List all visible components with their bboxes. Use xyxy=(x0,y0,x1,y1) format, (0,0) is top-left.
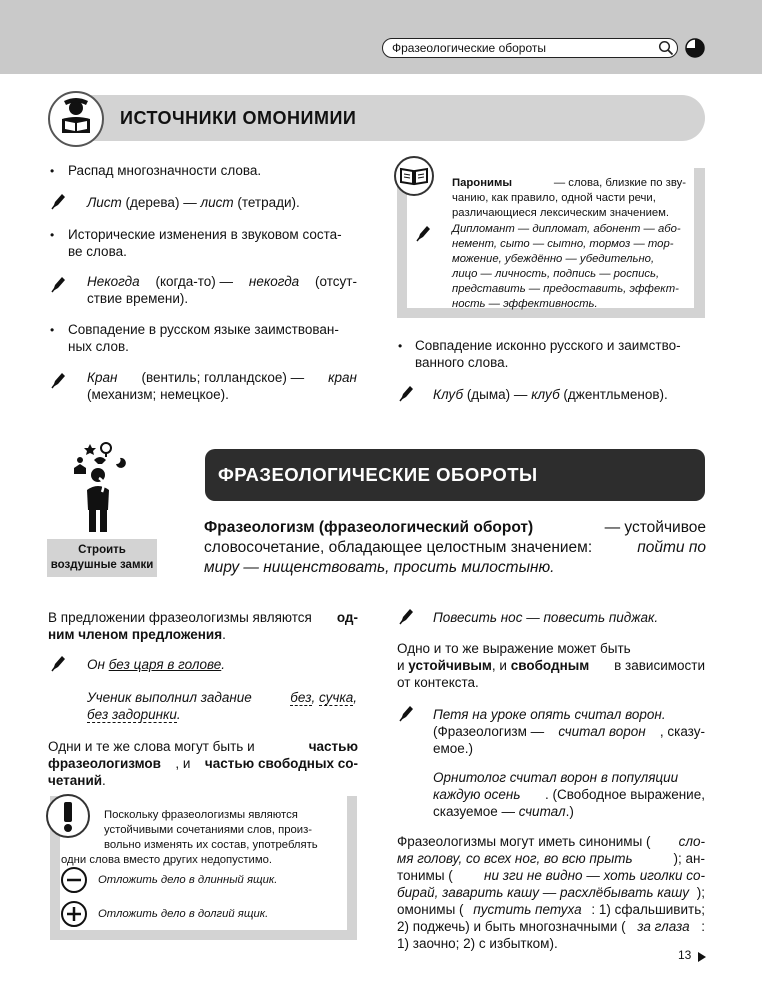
example: Клуб (дыма) — клуб (джентльменов). xyxy=(433,387,668,402)
pen-icon xyxy=(50,371,68,389)
pen-icon xyxy=(50,654,68,672)
book-icon xyxy=(394,156,434,196)
definition: Фразеологизм (фразеологический оборот) — устойчивое словосочетание, обладающее целостным значением: пойти по миру — нищенствовать, просить милостыню. xyxy=(204,519,706,576)
next-page-arrow-icon[interactable] xyxy=(698,950,706,965)
paragraph: Одни и те же слова могут быть и частью фразеологизмов , и частью свободных со- четаний. xyxy=(48,739,358,788)
caption: Строить воздушные замки xyxy=(50,544,154,571)
exclamation-icon xyxy=(46,794,90,838)
list-item: Исторические изменения в звуковом соста- ве слова. xyxy=(68,227,342,259)
bullet: • xyxy=(398,339,403,353)
pen-icon xyxy=(50,192,68,210)
reader-icon xyxy=(48,91,104,147)
pen-icon xyxy=(398,704,416,722)
example: Лист (дерева) — лист (тетради). xyxy=(87,195,300,210)
warning-text: Поскольку фразеологизмы являются устойчивыми сочетаниями слов, произ- вольно изменять их состав, употреблять xyxy=(104,809,318,851)
search-icon[interactable] xyxy=(658,40,674,59)
example: Он без царя в голове. xyxy=(87,657,226,672)
list-item: Распад многозначности слова. xyxy=(68,163,262,178)
bullet: • xyxy=(50,164,55,178)
search-text: Фразеологические обороты xyxy=(392,41,546,55)
pen-icon xyxy=(398,384,416,402)
minus-icon xyxy=(60,866,88,897)
section-title: ИСТОЧНИКИ ОМОНИМИИ xyxy=(120,108,357,128)
bullet: • xyxy=(50,228,55,242)
page-number: 13 xyxy=(678,948,692,962)
bullet: • xyxy=(50,323,55,337)
pie-chart-icon xyxy=(685,38,705,61)
paronyms-definition: Паронимы — слова, близкие по зву- чанию, как правило, одной части речи, различающиеся лексическим значением. xyxy=(452,177,686,219)
wrong-example: Отложить дело в длинный ящик. xyxy=(98,874,278,886)
pen-icon xyxy=(415,224,433,242)
example: Петя на уроке опять считал ворон. (Фразеологизм — считал ворон , сказу- емое.) xyxy=(433,707,705,756)
pen-icon xyxy=(398,607,416,625)
paragraph: В предложении фразеологизмы являются од- ним членом предложения. xyxy=(48,610,358,642)
list-item: Совпадение в русском языке заимствован- ных слов. xyxy=(68,322,339,354)
paragraph: Фразеологизмы могут иметь синонимы ( сло- мя голову, со всех ног, во всю прыть ); ан- тонимы ( ни зги не видно — хоть иголки со- бирай, заварить кашу — расхлёбывать кашу ); омонимы ( пустить петуха : 1) сфальшивить; 2) поджечь) и быть многозначными ( за глаза : 1) заочно; 2) с избытком). xyxy=(397,834,705,951)
warning-text: одни слова вместо других недопустимо. xyxy=(61,854,273,866)
example: Повесить нос — повесить пиджак. xyxy=(433,610,659,625)
example: Ученик выполнил задание без, сучка, без задоринки. xyxy=(87,690,357,722)
example: Кран (вентиль; голландское) — кран (механизм; немецкое). xyxy=(87,370,357,402)
plus-icon xyxy=(60,900,88,931)
section-title: ФРАЗЕОЛОГИЧЕСКИЕ ОБОРОТЫ xyxy=(218,464,538,485)
list-item: Совпадение исконно русского и заимство- ванного слова. xyxy=(415,338,681,370)
header-band xyxy=(0,0,762,74)
pen-icon xyxy=(50,275,68,293)
correct-example: Отложить дело в долгий ящик. xyxy=(98,908,269,920)
example: Орнитолог считал ворон в популяции каждую осень . (Свободное выражение, сказуемое — считал.) xyxy=(433,770,705,819)
example: Некогда (когда-то) — некогда (отсут- ствие времени). xyxy=(87,274,357,306)
thinking-person-icon xyxy=(72,438,128,537)
paronyms-examples: Дипломант — дипломат, абонент — або- немент, сыто — сытно, тормоз — тор- можение, убеждённо — убедительно, лицо — личность, подпись — роспись, представить — предоставить, эффект- ность — эффективность. xyxy=(452,223,681,310)
paragraph: Одно и то же выражение может быть и устойчивым, и свободным в зависимости от контекста. xyxy=(397,641,705,690)
